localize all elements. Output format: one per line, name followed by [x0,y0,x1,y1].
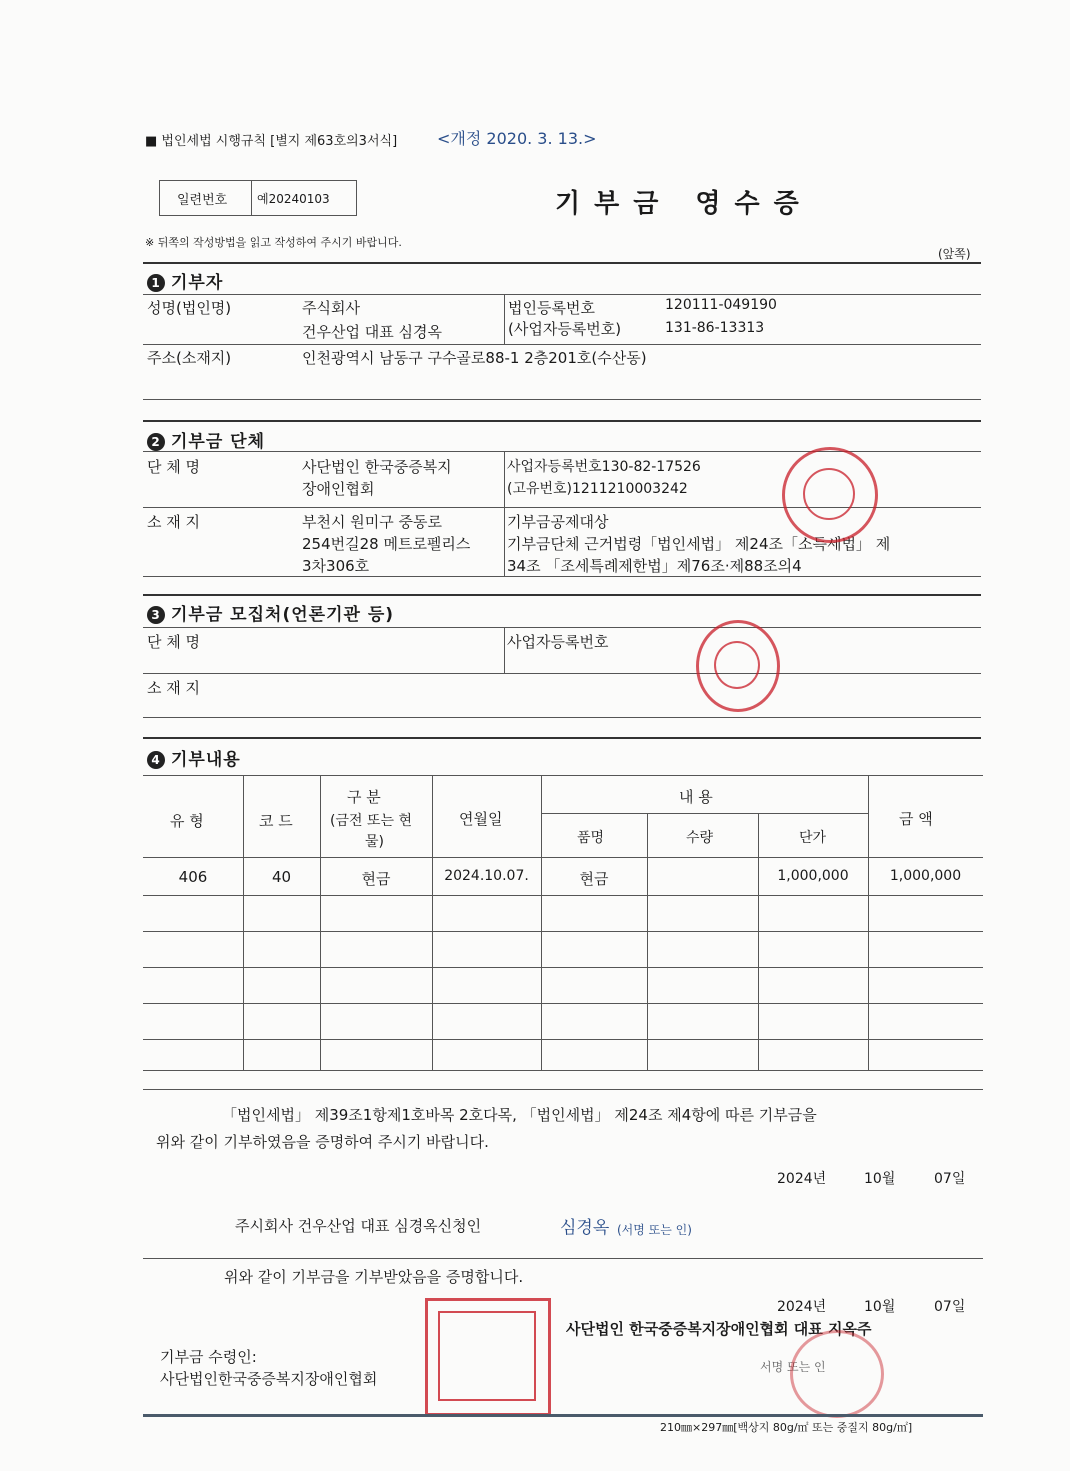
org-address-label: 소 재 지 [147,513,201,531]
paper-spec: 210㎜×297㎜[백상지 80g/㎡ 또는 중질지 80g/㎡] [660,1421,913,1434]
revision-date: <개정 2020. 3. 13.> [437,129,597,148]
col-category-line2: (금전 또는 현 [330,813,412,829]
org-address-line1: 부천시 원미구 중동로 [302,513,442,531]
cert-month: 10월 [864,1171,896,1187]
donor-name-line2: 건우산업 대표 심경옥 [302,323,442,341]
org-basis-line2: 기부금단체 근거법령「법인세법」 제24조「소득세법」 제 [507,535,891,553]
col-code: 코 드 [259,812,293,830]
section3-heading: 3 기부금 모집처(언론기관 등) [147,600,394,625]
corp-reg-value: 120111-049190 [665,297,777,313]
certification-line2: 위와 같이 기부하였음을 증명하여 주시기 바랍니다. [156,1133,489,1151]
col-content: 내 용 [679,788,713,806]
org-name-line2: 장애인협회 [302,480,375,498]
org-unique-no: (고유번호)1211210003242 [507,481,688,497]
serial-box [159,180,357,216]
collector-bizno-label: 사업자등록번호 [507,633,609,651]
org-round-seal-2 [696,620,780,712]
col-item: 품명 [577,830,605,846]
section1-heading: 1 기부자 [147,268,223,293]
cell-item: 현금 [579,870,609,888]
org-name-label: 단 체 명 [147,458,201,476]
cell-type: 406 [178,868,208,886]
cert-day: 07일 [934,1171,966,1187]
recipient-name: 사단법인한국중증복지장애인협회 [160,1370,378,1388]
biz-reg-label: (사업자등록번호) [508,320,622,338]
org-basis-line1: 기부금공제대상 [507,513,609,531]
corp-reg-label: 법인등록번호 [508,299,595,317]
cell-code: 40 [271,868,292,886]
org-name-line1: 사단법인 한국중증복지 [302,458,452,476]
col-date: 연월일 [459,810,503,828]
serial-value: 예20240103 [257,192,330,206]
org-round-seal [782,447,878,543]
cell-amount: 1,000,000 [889,868,962,884]
donor-name-line1: 주식회사 [302,299,360,317]
section4-heading: 4 기부내용 [147,745,241,770]
applicant-sign-hint: (서명 또는 인) [617,1223,692,1237]
cell-unit-price: 1,000,000 [777,868,849,884]
receipt-year: 2024년 [777,1299,827,1315]
receipt-org-representative: 사단법인 한국중증복지장애인협회 대표 지옥주 [566,1320,872,1338]
donor-address-label: 주소(소재지) [147,349,232,367]
collector-address-label: 소 재 지 [147,679,201,697]
col-category-line3: 물) [365,834,384,850]
donor-name-label: 성명(법인명) [147,299,232,317]
col-amount: 금 액 [899,810,933,828]
org-address-line2: 254번길28 메트로펠리스 [302,535,471,553]
serial-label: 일련번호 [177,193,228,208]
org-basis-line3: 34조 「조세특례제한법」제76조·제88조의4 [507,557,802,575]
instruction-note: ※ 뒤쪽의 작성방법을 읽고 작성하여 주시기 바랍니다. [145,236,402,249]
recipient-label: 기부금 수령인: [160,1348,257,1366]
col-unit-price: 단가 [799,830,827,846]
applicant-signature: 심경옥 [560,1218,610,1238]
org-bizno: 사업자등록번호130-82-17526 [507,459,701,475]
col-type: 유 형 [170,812,204,830]
org-square-seal [425,1298,551,1416]
org-address-line3: 3차306호 [302,557,370,575]
receipt-line1: 위와 같이 기부금을 기부받았음을 증명합니다. [224,1268,524,1286]
certification-line1: 「법인세법」 제39조1항제1호바목 2호다목, 「법인세법」 제24조 제4항에 따른 기부금을 [222,1106,817,1124]
receipt-sign-hint: 서명 또는 인 [760,1360,826,1374]
cell-category: 현금 [361,870,391,888]
col-category-line1: 구 분 [347,788,381,806]
applicant: 주시회사 건우산업 대표 심경옥신청인 [235,1217,482,1235]
biz-reg-value: 131-86-13313 [665,320,765,336]
collector-name-label: 단 체 명 [147,633,201,651]
document-title: 기부금 영수증 [555,189,813,219]
col-qty: 수량 [686,830,714,846]
form-rule: ■ 법인세법 시행규칙 [별지 제63호의3서식] [145,134,398,149]
receipt-month: 10월 [864,1299,896,1315]
rep-round-seal [790,1330,884,1418]
section2-heading: 2 기부금 단체 [147,427,265,452]
donor-address-value: 인천광역시 남동구 구수골로88-1 2층201호(수산동) [302,349,647,367]
page-side: (앞쪽) [938,247,971,261]
cert-year: 2024년 [777,1171,827,1187]
receipt-day: 07일 [934,1299,966,1315]
cell-date: 2024.10.07. [444,868,529,884]
